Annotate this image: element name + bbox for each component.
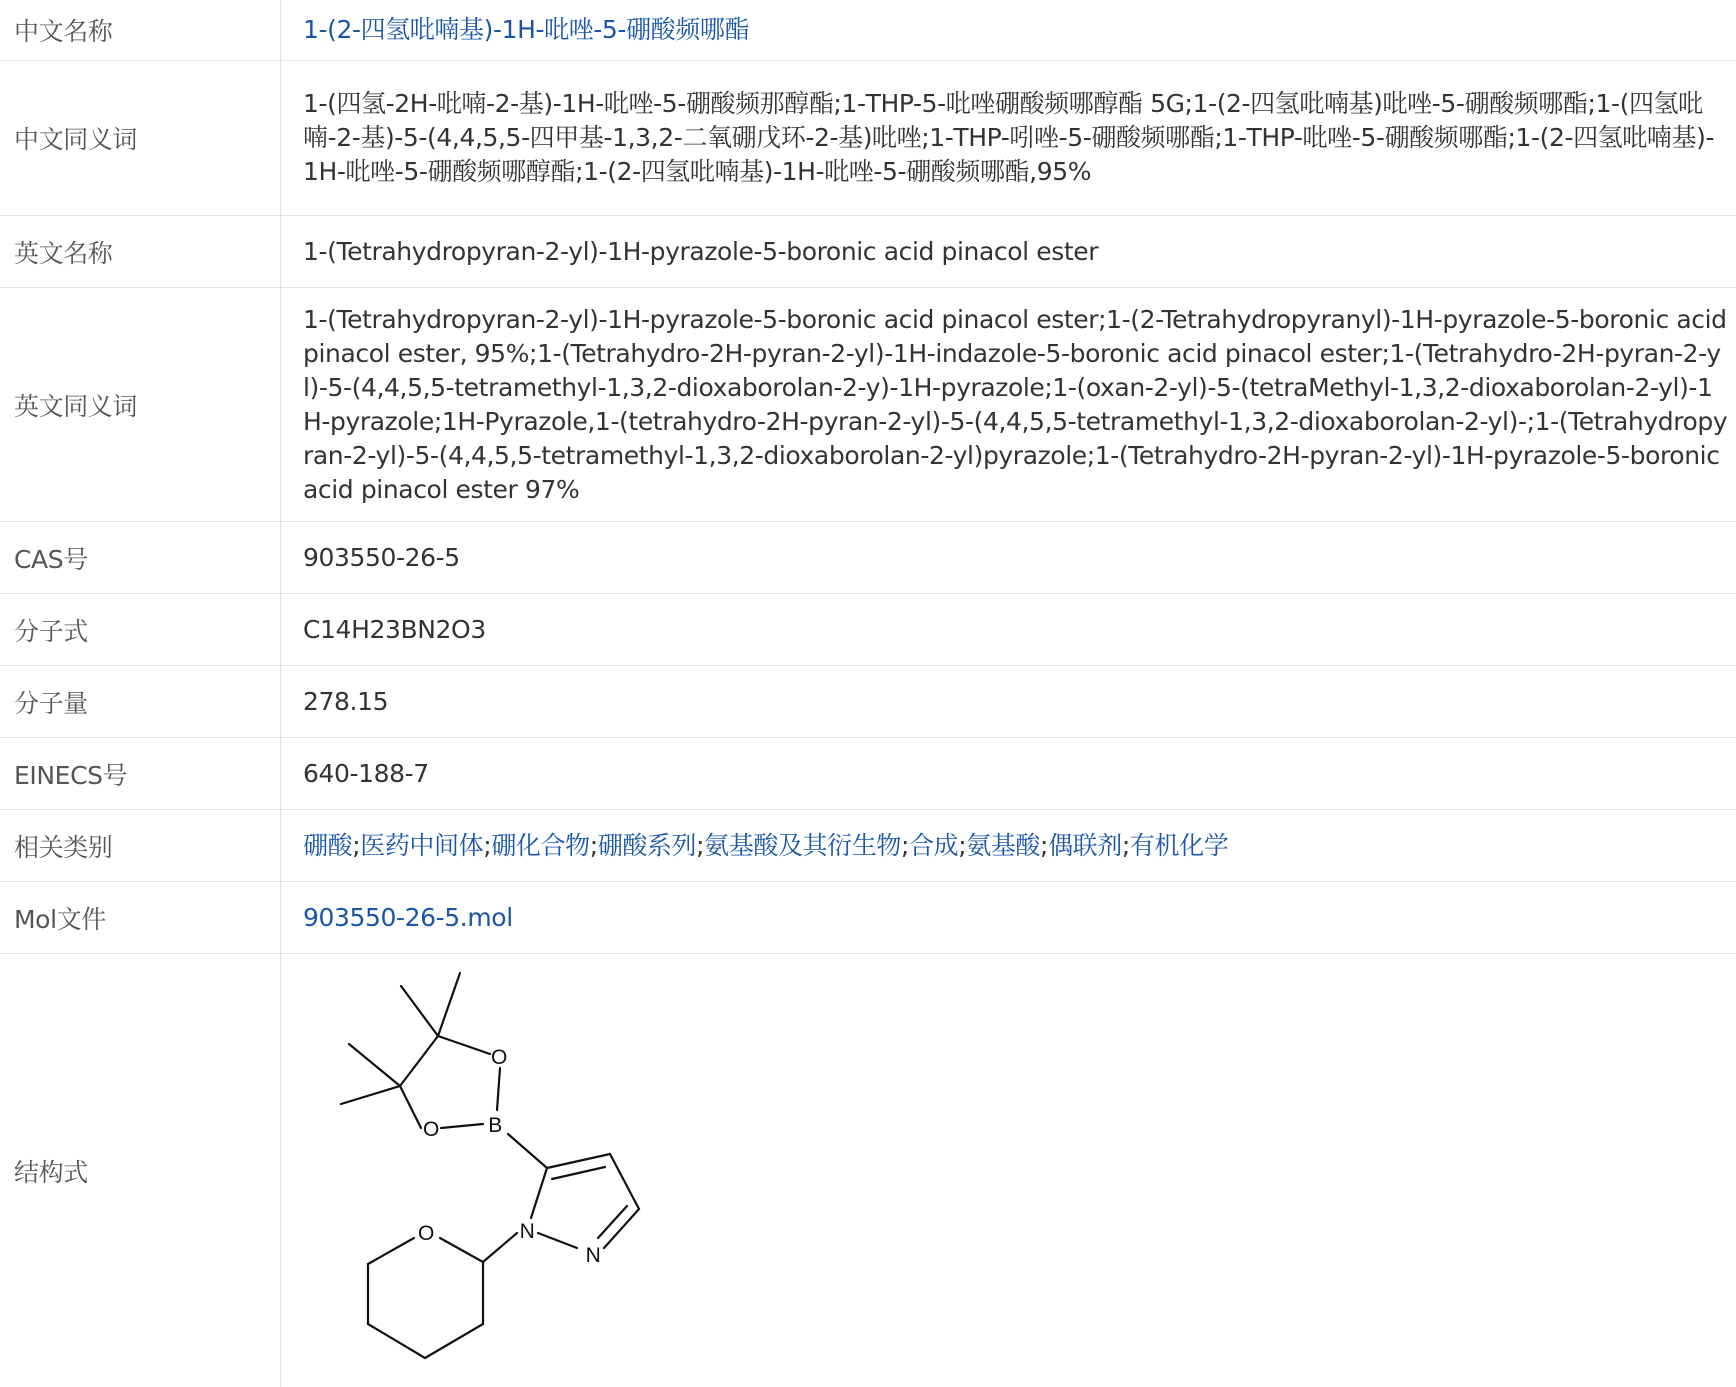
value-cn-name: [281, 0, 1736, 61]
category-link[interactable]: 氨基酸及其衍生物: [704, 831, 901, 860]
label-structure: 结构式: [0, 954, 281, 1387]
row-structure: [0, 954, 1736, 1387]
atom-o1: O: [491, 1046, 507, 1069]
atom-n1: N: [520, 1220, 535, 1243]
row-weight: [0, 666, 1736, 738]
category-link[interactable]: 硼酸: [303, 831, 352, 860]
value-formula: C14H23BN2O3: [281, 594, 1736, 666]
row-cn-synonyms: [0, 61, 1736, 216]
category-link[interactable]: 偶联剂: [1048, 831, 1122, 860]
row-cn-name: [0, 0, 1736, 61]
atom-o2: O: [423, 1118, 439, 1141]
row-en-synonyms: [0, 288, 1736, 522]
structure-image: [303, 960, 643, 1370]
label-weight: 分子量: [0, 666, 281, 738]
category-link[interactable]: 硼酸系列: [598, 831, 696, 860]
row-categories: [0, 810, 1736, 882]
row-mol-file: [0, 882, 1736, 954]
category-separator: ;: [1122, 831, 1130, 860]
value-mol-file: [281, 882, 1736, 954]
label-formula: 分子式: [0, 594, 281, 666]
atom-n2: N: [586, 1244, 601, 1267]
label-cas: CAS号: [0, 522, 281, 594]
value-categories: [281, 810, 1736, 882]
category-separator: ;: [901, 831, 909, 860]
row-formula: [0, 594, 1736, 666]
label-cn-name: 中文名称: [0, 0, 281, 61]
atom-o3: O: [418, 1222, 434, 1245]
category-link[interactable]: 氨基酸: [966, 831, 1040, 860]
category-separator: ;: [958, 831, 966, 860]
label-categories: 相关类别: [0, 810, 281, 882]
label-en-synonyms: 英文同义词: [0, 288, 281, 522]
category-separator: ;: [590, 831, 598, 860]
value-en-synonyms: 1-(Tetrahydropyran-2-yl)-1H-pyrazole-5-boronic acid pinacol ester;1-(2-Tetrahydropyranyl)-1H-pyrazole-5-boronic acid pinacol ester, 95%;1-(Tetrahydro-2H-pyran-2-yl)-1H-indazole-5-boronic acid pinacol ester;1-(Tetrahydro-2H-pyran-2-yl)-5-(4,4,5,5-tetramethyl-1,3,2-dioxaborolan-2-y)-1H-pyrazole;1-(oxan-2-yl)-5-(tetraMethyl-1,3,2-dioxaborolan-2-yl)-1H-pyrazole;1H-Pyrazole,1-(tetrahydro-2H-pyran-2-yl)-5-(4,4,5,5-tetramethyl-1,3,2-dioxaborolan-2-yl)-;1-(Tetrahydropyran-2-yl)-5-(4,4,5,5-tetramethyl-1,3,2-dioxaborolan-2-yl)pyrazole;1-(Tetrahydro-2H-pyran-2-yl)-1H-pyrazole-5-boronic acid pinacol ester 97%: [281, 288, 1736, 522]
value-einecs: 640-188-7: [281, 738, 1736, 810]
label-cn-synonyms: 中文同义词: [0, 61, 281, 216]
value-structure: [281, 954, 1736, 1387]
atom-b: B: [488, 1114, 502, 1137]
category-link[interactable]: 有机化学: [1130, 831, 1228, 860]
cn-name-link[interactable]: 1-(2-四氢吡喃基)-1H-吡唑-5-硼酸频哪酯: [303, 15, 749, 44]
row-einecs: [0, 738, 1736, 810]
value-cn-synonyms: 1-(四氢-2H-吡喃-2-基)-1H-吡唑-5-硼酸频那醇酯;1-THP-5-吡唑硼酸频哪醇酯 5G;1-(2-四氢吡喃基)吡唑-5-硼酸频哪酯;1-(四氢吡喃-2-基)-5-(4,4,5,5-四甲基-1,3,2-二氧硼戊环-2-基)吡唑;1-THP-吲唑-5-硼酸频哪酯;1-THP-吡唑-5-硼酸频哪酯;1-(2-四氢吡喃基)-1H-吡唑-5-硼酸频哪醇酯;1-(2-四氢吡喃基)-1H-吡唑-5-硼酸频哪酯,95%: [281, 61, 1736, 216]
value-en-name: 1-(Tetrahydropyran-2-yl)-1H-pyrazole-5-boronic acid pinacol ester: [281, 216, 1736, 288]
row-cas: [0, 522, 1736, 594]
mol-file-link[interactable]: 903550-26-5.mol: [303, 903, 513, 932]
label-mol-file: Mol文件: [0, 882, 281, 954]
category-separator: ;: [352, 831, 360, 860]
row-en-name: [0, 216, 1736, 288]
category-link[interactable]: 硼化合物: [491, 831, 589, 860]
category-separator: ;: [483, 831, 491, 860]
value-cas: 903550-26-5: [281, 522, 1736, 594]
label-en-name: 英文名称: [0, 216, 281, 288]
value-weight: 278.15: [281, 666, 1736, 738]
category-separator: ;: [1040, 831, 1048, 860]
category-link[interactable]: 合成: [909, 831, 958, 860]
label-einecs: EINECS号: [0, 738, 281, 810]
category-link[interactable]: 医药中间体: [360, 831, 483, 860]
category-separator: ;: [696, 831, 704, 860]
